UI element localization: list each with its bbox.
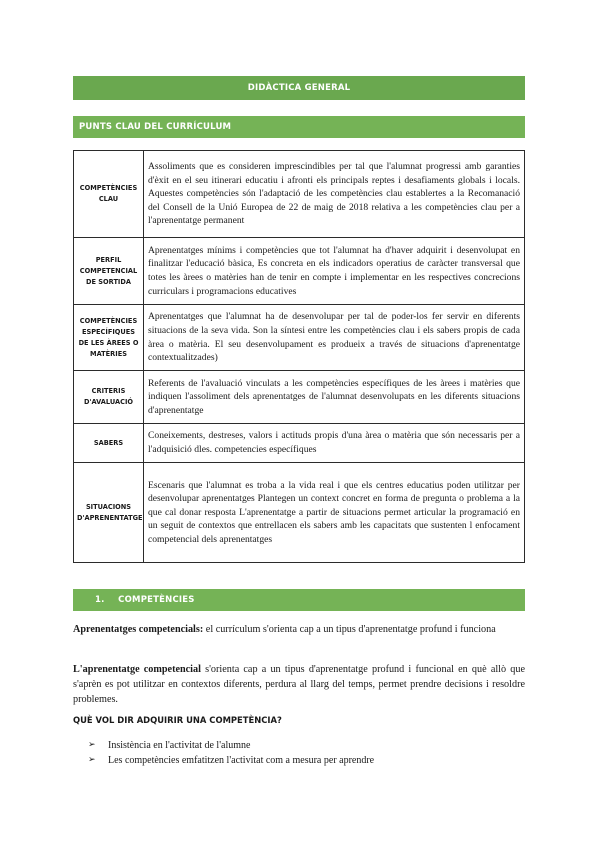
definition-cell: Referents de l'avaluació vinculats a les competències específiques de les àrees i matèries que indiquen l'assoliment dels aprenentatges de l'alumnat desenvolupats en les diferents situacions d'aprenentatge [144, 371, 525, 424]
list-item-text: Insistència en l'activitat de l'alumne [108, 740, 251, 751]
competencies-heading-bar [73, 589, 525, 611]
paragraph-text: el currículum s'orienta cap a un tipus d'aprenentatge profund i funciona [203, 624, 496, 635]
arrow-bullet-icon: ➢ [88, 740, 96, 750]
table-row [74, 371, 525, 424]
paragraph-competency-definition [73, 662, 525, 707]
definition-cell: Assoliments que es consideren imprescindibles per tal que l'alumnat progressi amb garanties d'èxit en el seu itinerari educatiu i afronti els principals reptes i desafiaments globals i locals. Aquestes competències són l'adaptació de les competències clau establertes a la Recomanació del Consell de la Unió Europea de 22 de maig de 2018 relativa a les competències clau per a l'aprenentatge permanent [144, 151, 525, 238]
key-terms-table [73, 150, 525, 563]
term-cell: CRITERIS D'AVALUACIÓ [74, 371, 144, 424]
definition-cell: Aprenentatges mínims i competències que tot l'alumnat ha d'haver adquirit i desenvolupat en finalitzar l'educació bàsica, Es concreta en els indicadors operatius de caràcter transversal que totes les àrees o matèries han de tenir en compte i implementar en les respectives concrecions curriculars i programacions educatives [144, 238, 525, 305]
section-number: 1. [95, 595, 105, 605]
definition-cell: Aprenentatges que l'alumnat ha de desenvolupar per tal de poder-los fer servir en diferents situacions de la seva vida. Son la síntesi entre les competències clau i els sabers propis de cada àrea o matèria. El seu desenvolupament es produeix a través de situacions d'aprenentatge contextualitzades) [144, 305, 525, 371]
list-item-text: Les competències emfatitzen l'activitat com a mesura per aprendre [108, 755, 375, 766]
table-row [74, 238, 525, 305]
document-title: DIDÀCTICA GENERAL [247, 83, 351, 93]
section-title: PUNTS CLAU DEL CURRÍCULUM [79, 122, 232, 132]
term-cell: PERFIL COMPETENCIAL DE SORTIDA [74, 238, 144, 305]
list-item [88, 738, 374, 753]
table-row [74, 424, 525, 463]
bullet-list [88, 738, 374, 768]
section-heading: COMPETÈNCIES [118, 595, 195, 605]
term-cell: SITUACIONS D'APRENENTATGE [74, 463, 144, 563]
term-cell: SABERS [74, 424, 144, 463]
section-title-bar [73, 116, 525, 138]
document-title-bar [73, 76, 525, 100]
paragraph-lead: L'aprenentatge competencial [73, 664, 201, 675]
table-row [74, 151, 525, 238]
table-row [74, 305, 525, 371]
definition-cell: Coneixements, destreses, valors i actituds propis d'una àrea o matèria que són necessaris per a l'adquisició dles. competencies específiques [144, 424, 525, 463]
paragraph-competency-learning [73, 622, 525, 637]
question-heading: QUÈ VOL DIR ADQUIRIR UNA COMPETÈNCIA? [73, 715, 282, 725]
definition-cell: Escenaris que l'alumnat es troba a la vida real i que els centres educatius poden utilitzar per desenvolupar aprenentatges Plantegen un context concret en forma de pregunta o problema a la que cal donar resposta L'aprenentatge a partir de situacions permet articular la programació en un seguit de contextos que entrellacen els sabers amb les capacitats que sustenten l enfocament competencial dels aprenentatges [144, 463, 525, 563]
term-cell: COMPETÈNCIES CLAU [74, 151, 144, 238]
table-row [74, 463, 525, 563]
paragraph-lead: Aprenentatges competencials: [73, 624, 204, 635]
list-item [88, 753, 374, 768]
term-cell: COMPETÈNCIES ESPECÍFIQUES DE LES ÀREES O MATÈRIES [74, 305, 144, 371]
arrow-bullet-icon: ➢ [88, 755, 96, 765]
paragraph-text: s'orienta cap a un tipus d'aprenentatge profund i funcional en què allò que s'aprèn es pot utilitzar en contextos diferents, perdura al llarg del temps, permet prendre decisions i resoldre problemes. [73, 664, 525, 705]
